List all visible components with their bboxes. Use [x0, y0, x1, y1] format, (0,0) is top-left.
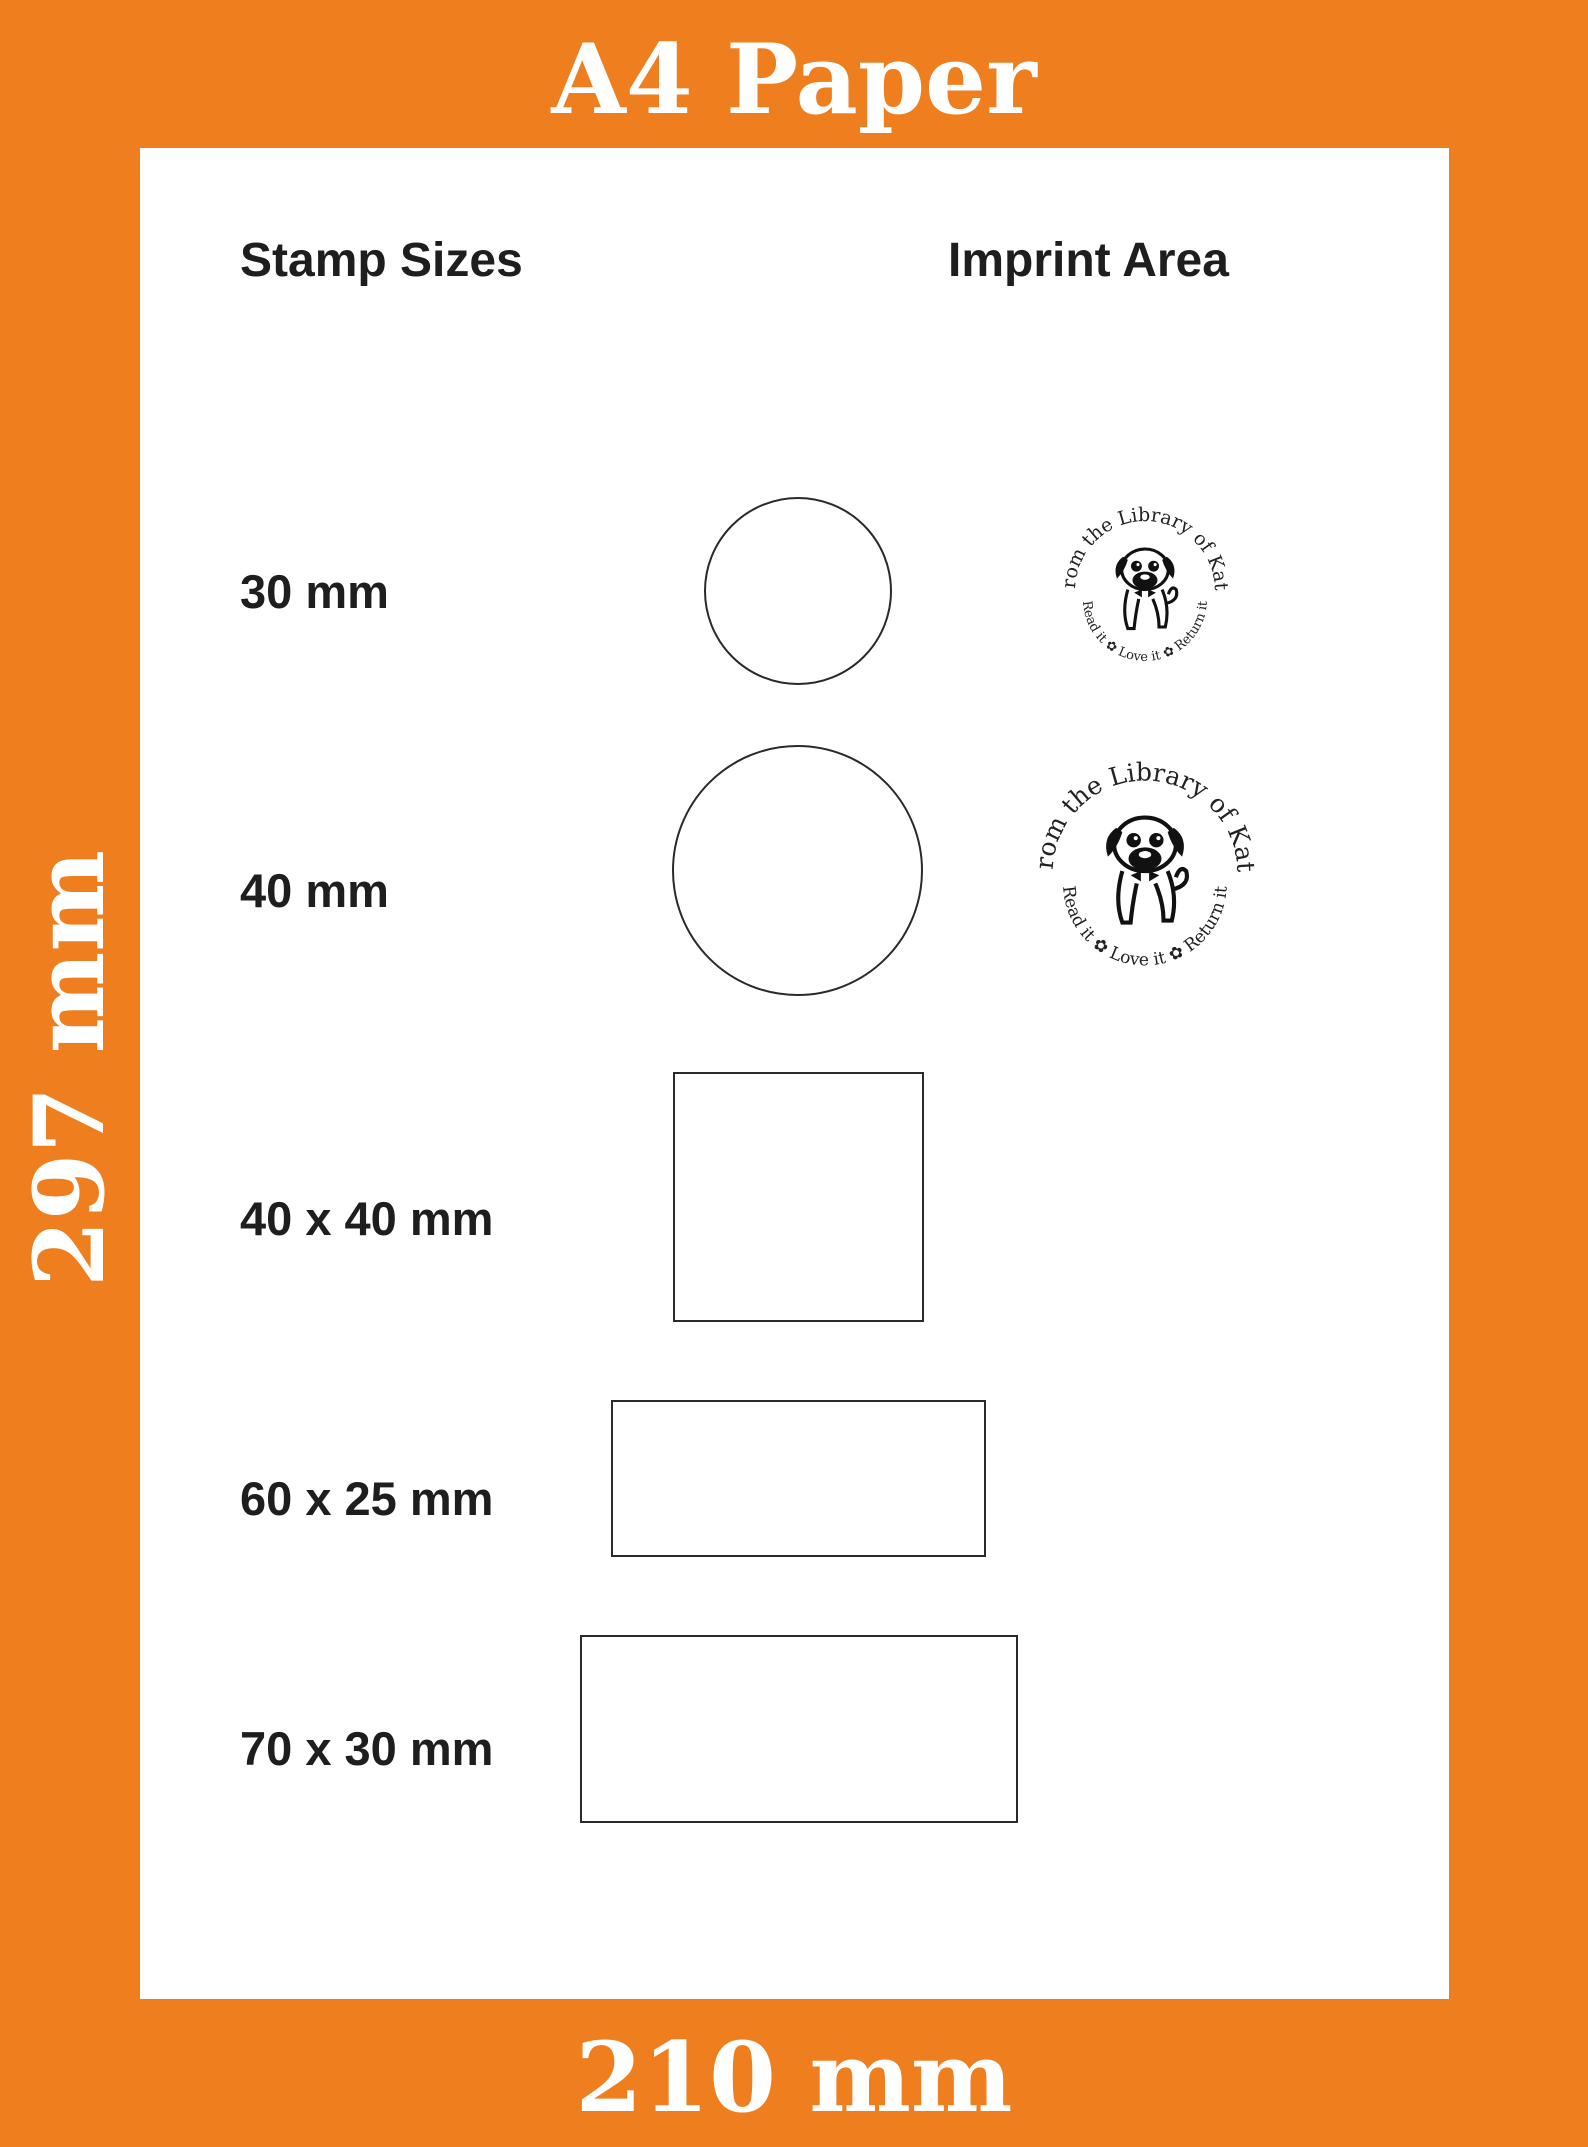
imprint-40mm	[1004, 718, 1277, 1005]
title: A4 Paper	[551, 23, 1037, 136]
imprint-30mm	[1038, 474, 1245, 691]
stamp-sizes-heading: Stamp Sizes	[240, 234, 523, 287]
imprint-bottom-text: Read it ✿ Love it ✿ Return it	[1078, 599, 1212, 666]
imprint-bottom-text: Read it ✿ Love it ✿ Return it	[1057, 884, 1232, 971]
stamp-outline-70x30mm	[580, 1635, 1018, 1823]
imprint-stamp-40mm	[1004, 718, 1277, 1005]
height-label: 297 mm	[13, 850, 126, 1287]
imprint-top-text: From the Library of Kate	[1038, 474, 1233, 591]
stamp-outline-30mm	[704, 497, 892, 685]
pug-icon	[1106, 818, 1187, 923]
imprint-top-text: From the Library of Kate	[1004, 718, 1261, 873]
width-label: 210 mm	[575, 2021, 1013, 2134]
imprint-stamp-30mm	[1038, 474, 1245, 691]
stamp-outline-60x25mm	[611, 1400, 986, 1557]
size-label-40mm: 40 mm	[240, 864, 389, 917]
pug-icon	[1116, 549, 1177, 629]
size-label-70x30mm: 70 x 30 mm	[240, 1722, 494, 1775]
a4-paper	[140, 148, 1449, 1999]
stamp-outline-40mm	[672, 745, 923, 996]
imprint-area-heading: Imprint Area	[948, 234, 1229, 287]
size-label-60x25mm: 60 x 25 mm	[240, 1472, 494, 1525]
size-label-40x40mm: 40 x 40 mm	[240, 1192, 494, 1245]
size-label-30mm: 30 mm	[240, 565, 389, 618]
stamp-outline-40x40mm	[673, 1072, 924, 1322]
